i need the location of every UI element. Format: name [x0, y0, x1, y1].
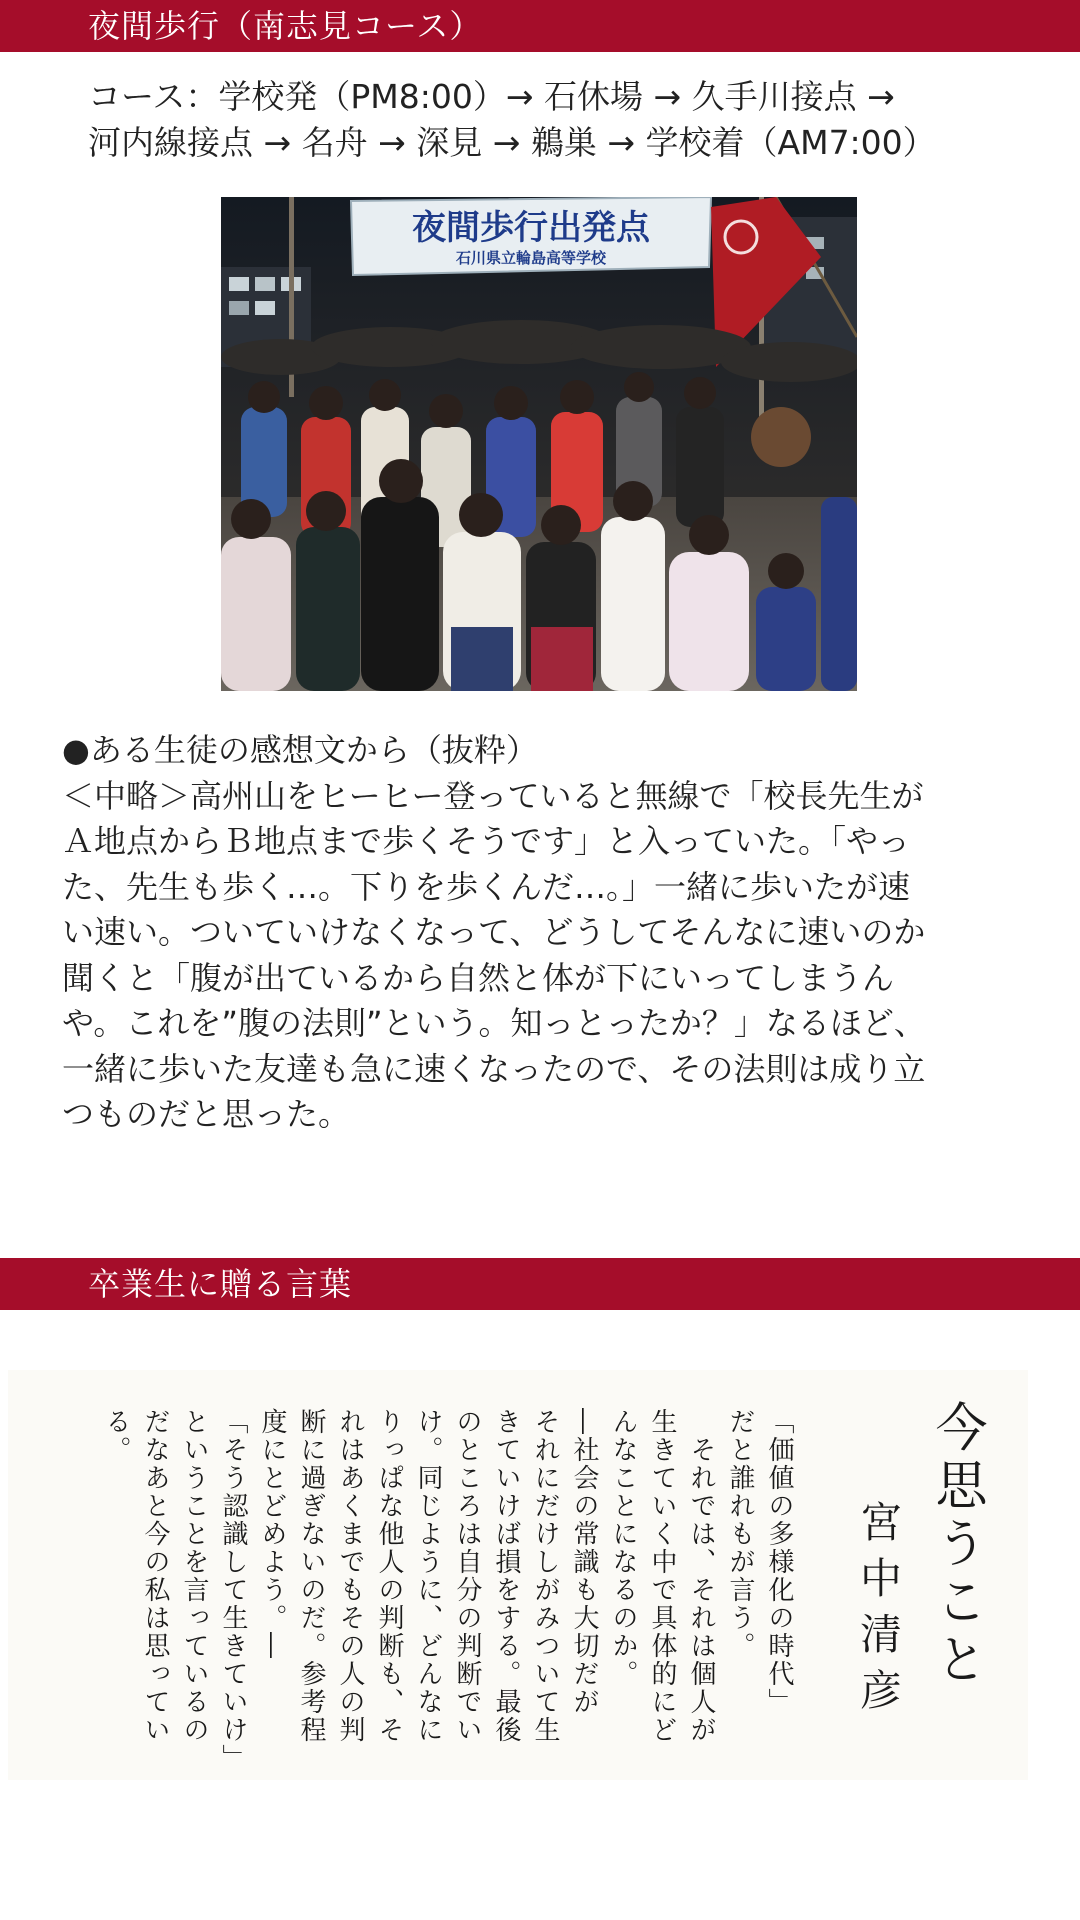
essay-line: 一緒に歩いた友達も急に速くなったので、その法則は成り立 [62, 1049, 926, 1088]
newspaper-clipping [8, 1370, 1028, 1780]
banner-subtitle: 石川県立輪島高等学校 [455, 249, 607, 267]
clipping-column: け。同じように、どんなに [413, 1408, 443, 1744]
clipping-column: のところは自分の判断でい [452, 1408, 482, 1744]
section-header-graduation-words: 卒業生に贈る言葉 [0, 1258, 1080, 1310]
course-line-1: コース：学校発（PM8:00）→ 石休場 → 久手川接点 → [88, 77, 895, 116]
clipping-column: れはあくまでもその人の判 [335, 1408, 365, 1744]
start-banner [351, 197, 711, 275]
student-essay-excerpt [62, 728, 1042, 1138]
clipping-column: 断に過ぎないのだ。参考程 [296, 1408, 326, 1744]
banner-title: 夜間歩行出発点 [412, 208, 650, 248]
night-walk-photo [221, 197, 857, 691]
essay-line: い速い。ついていけなくなって、どうしてそんなに速いのか [62, 913, 926, 951]
clipping-column: それにだけしがみついて生 [530, 1408, 560, 1744]
essay-line: た、先生も歩く…。下りを歩くんだ…。」一緒に歩いたが速 [62, 867, 911, 906]
clipping-column: 「価値の多様化の時代」 [764, 1408, 794, 1716]
clipping-body [96, 1408, 798, 1772]
course-line-2: 河内線接点 → 名舟 → 深見 → 鵜巣 → 学校着（AM7:00） [88, 123, 936, 162]
clipping-column: りっぱな他人の判断も、そ [374, 1408, 404, 1744]
clipping-column: だと誰れもが言う。 [725, 1408, 755, 1660]
clipping-column: ―社会の常識も大切だが [569, 1408, 599, 1716]
clipping-column: 生きていく中で具体的にど [647, 1408, 677, 1744]
clipping-column: きていけば損をする。最後 [491, 1408, 521, 1744]
clipping-column: ということを言っているの [179, 1408, 209, 1744]
clipping-column: んなことになるのか。 [608, 1408, 638, 1688]
clipping-title: 今思うこと [926, 1400, 986, 1690]
clipping-column: 「そう認識して生きていけ」 [218, 1408, 248, 1772]
essay-line: ●ある生徒の感想文から（抜粋） [62, 731, 538, 769]
clipping-column: 度にとどめよう。― [257, 1408, 287, 1660]
clipping-column: それでは、それは個人が [686, 1408, 716, 1744]
course-route [88, 74, 1028, 166]
essay-line: つものだと思った。 [62, 1095, 351, 1133]
essay-line: ＜中略＞高州山をヒーヒー登っていると無線で「校長先生が [62, 776, 924, 815]
section-header-night-walk: 夜間歩行（南志見コース） [0, 0, 1080, 52]
essay-line: Ａ地点からＢ地点まで歩くそうです」と入っていた。「やっ [62, 822, 911, 860]
clipping-column: だなあと今の私は思ってい [140, 1408, 170, 1744]
essay-line: や。これを”腹の法則”という。知っとったか？」なるほど、 [62, 1004, 926, 1042]
clipping-column: る。 [101, 1408, 131, 1464]
clipping-author: 宮中清彦 [854, 1500, 903, 1724]
essay-line: 聞くと「腹が出ているから自然と体が下にいってしまうん [62, 958, 895, 997]
